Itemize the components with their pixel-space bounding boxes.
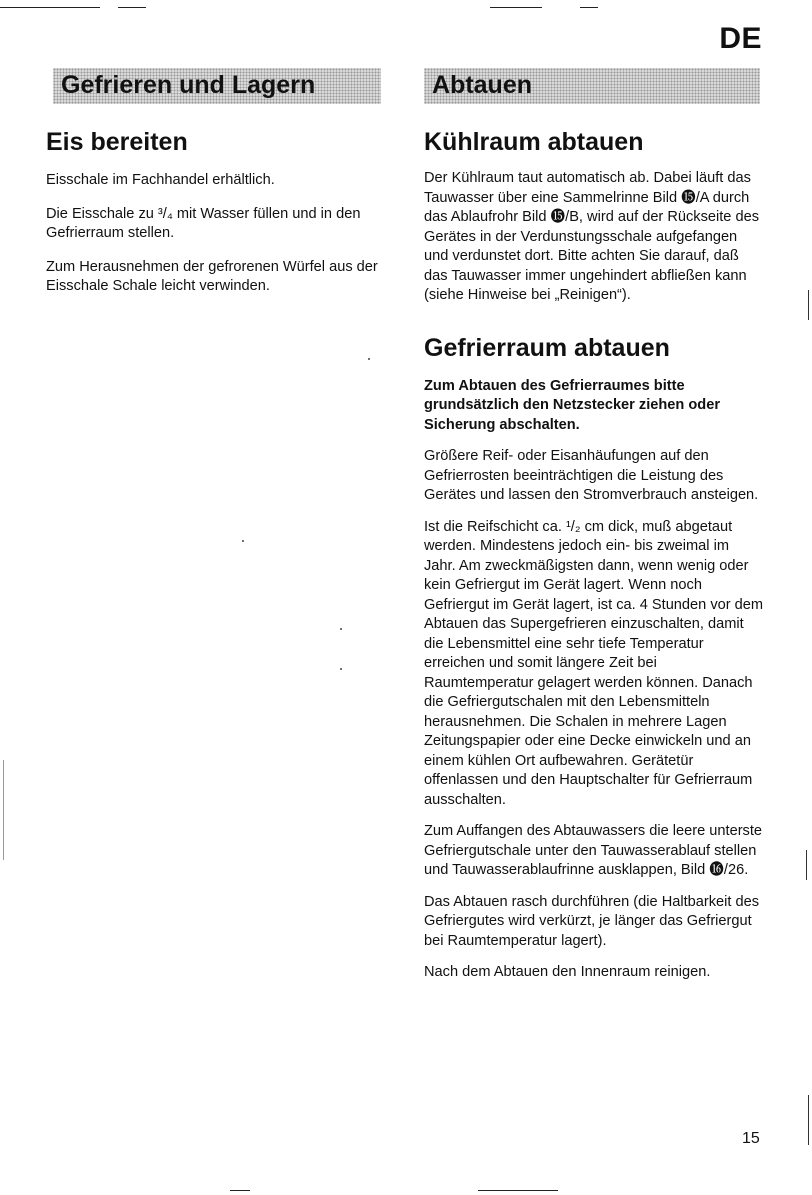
scan-artifact-top-mid — [118, 7, 146, 8]
scan-artifact-dot — [242, 540, 244, 542]
section-bar-abtauen — [424, 68, 760, 104]
right-column — [424, 128, 764, 983]
paragraph-eisschale-fuellen: Die Eisschale zu ³/₄ mit Wasser füllen und in den Gefrierraum stellen. — [46, 205, 361, 241]
paragraph-eisschale-erhaeltlich: Eisschale im Fachhandel erhältlich. — [46, 172, 275, 188]
scan-artifact-right-edge-2 — [808, 290, 809, 320]
heading-kuehlraum-abtauen: Kühlraum abtauen — [424, 128, 644, 156]
scan-artifact-top-left — [0, 7, 100, 8]
heading-gefrierraum-abtauen: Gefrierraum abtauen — [424, 333, 670, 362]
section-bar-gefrieren — [53, 68, 381, 104]
left-column — [46, 128, 386, 297]
page-number: 15 — [742, 1130, 760, 1147]
scan-artifact-bottom — [478, 1190, 558, 1191]
paragraph-innenraum-reinigen: Nach dem Abtauen den Innenraum reinigen. — [424, 964, 711, 980]
paragraph-abtauen-rasch: Das Abtauen rasch durchführen (die Haltbarkeit des Gefriergutes wird verkürzt, je länger das Gefriergut bei Raumtemperatur lagert). — [424, 893, 760, 949]
paragraph-kuehlraum: Der Kühlraum taut automatisch ab. Dabei läuft das Tauwasser über eine Sammelrinne Bild ⓯/A durch das Ablaufrohr Bild ⓯/B, wird auf der Rückseite des Gerätes in der Verdunstungsschale aufgefangen und verdunstet dort. Bitte achten Sie darauf, daß das Tauwasser immer ungehindert abfließen kann (siehe Hinweise bei „Reinigen“). — [424, 170, 760, 303]
heading-eis-bereiten: Eis bereiten — [46, 128, 188, 156]
scan-artifact-top-right — [490, 7, 542, 8]
paragraph-herausnehmen: Zum Herausnehmen der gefrorenen Würfel aus der Eisschale Schale leicht verwinden. — [46, 258, 378, 294]
scan-artifact-dot — [340, 628, 342, 630]
scan-artifact-top-right-2 — [580, 7, 598, 8]
scan-artifact-right-edge-3 — [808, 1095, 809, 1145]
paragraph-reif-eisanhaeufungen: Größere Reif- oder Eisanhäufungen auf den Gefrierrosten beeinträchtigen die Leistung des Gerätes und lassen den Stromverbrauch ansteigen. — [424, 448, 759, 503]
scan-artifact-right-edge — [806, 850, 807, 880]
paragraph-abtauwasser: Zum Auffangen des Abtauwassers die leere unterste Gefriergutschale unter den Tauwasserablauf stellen und Tauwasserablaufrinne ausklappen, Bild ⓰/26. — [424, 823, 763, 878]
scan-artifact-left-edge — [3, 760, 4, 860]
scan-artifact-dot — [340, 668, 342, 670]
section-heading-gefrieren: Gefrieren und Lagern — [61, 71, 316, 99]
language-tag: DE — [719, 22, 762, 55]
scan-artifact-bottom-2 — [230, 1190, 250, 1191]
scan-artifact-dot — [368, 358, 370, 360]
paragraph-reifschicht: Ist die Reifschicht ca. ¹/₂ cm dick, muß abgetaut werden. Mindestens jedoch ein- bis zweimal im Jahr. Am zweckmäßigsten dann, wenn wenig oder kein Gefriergut im Gerät lagert. Wenn noch Gefriergut im Gerät lagert, ist ca. 4 Stunden vor dem Abtauen das Supergefrieren einzuschalten, damit die Lebensmittel eine sehr tiefe Temperatur erreichen und somit längere Zeit bei Raumtemperatur gelagert werden können. Danach die Gefriergutschalen mit den Lebensmitteln herausnehmen. Die Schalen in mehrere Lagen Zeitungspapier oder eine Decke einwickeln und an einem kühlen Ort aufbewahren. Gerätetür offenlassen und den Hauptschalter für Gefrierraum ausschalten. — [424, 518, 764, 808]
warning-netzstecker: Zum Abtauen des Gefrierraumes bitte grundsätzlich den Netzstecker ziehen oder Sicherung abschalten. — [424, 377, 721, 433]
section-heading-abtauen: Abtauen — [432, 71, 532, 99]
